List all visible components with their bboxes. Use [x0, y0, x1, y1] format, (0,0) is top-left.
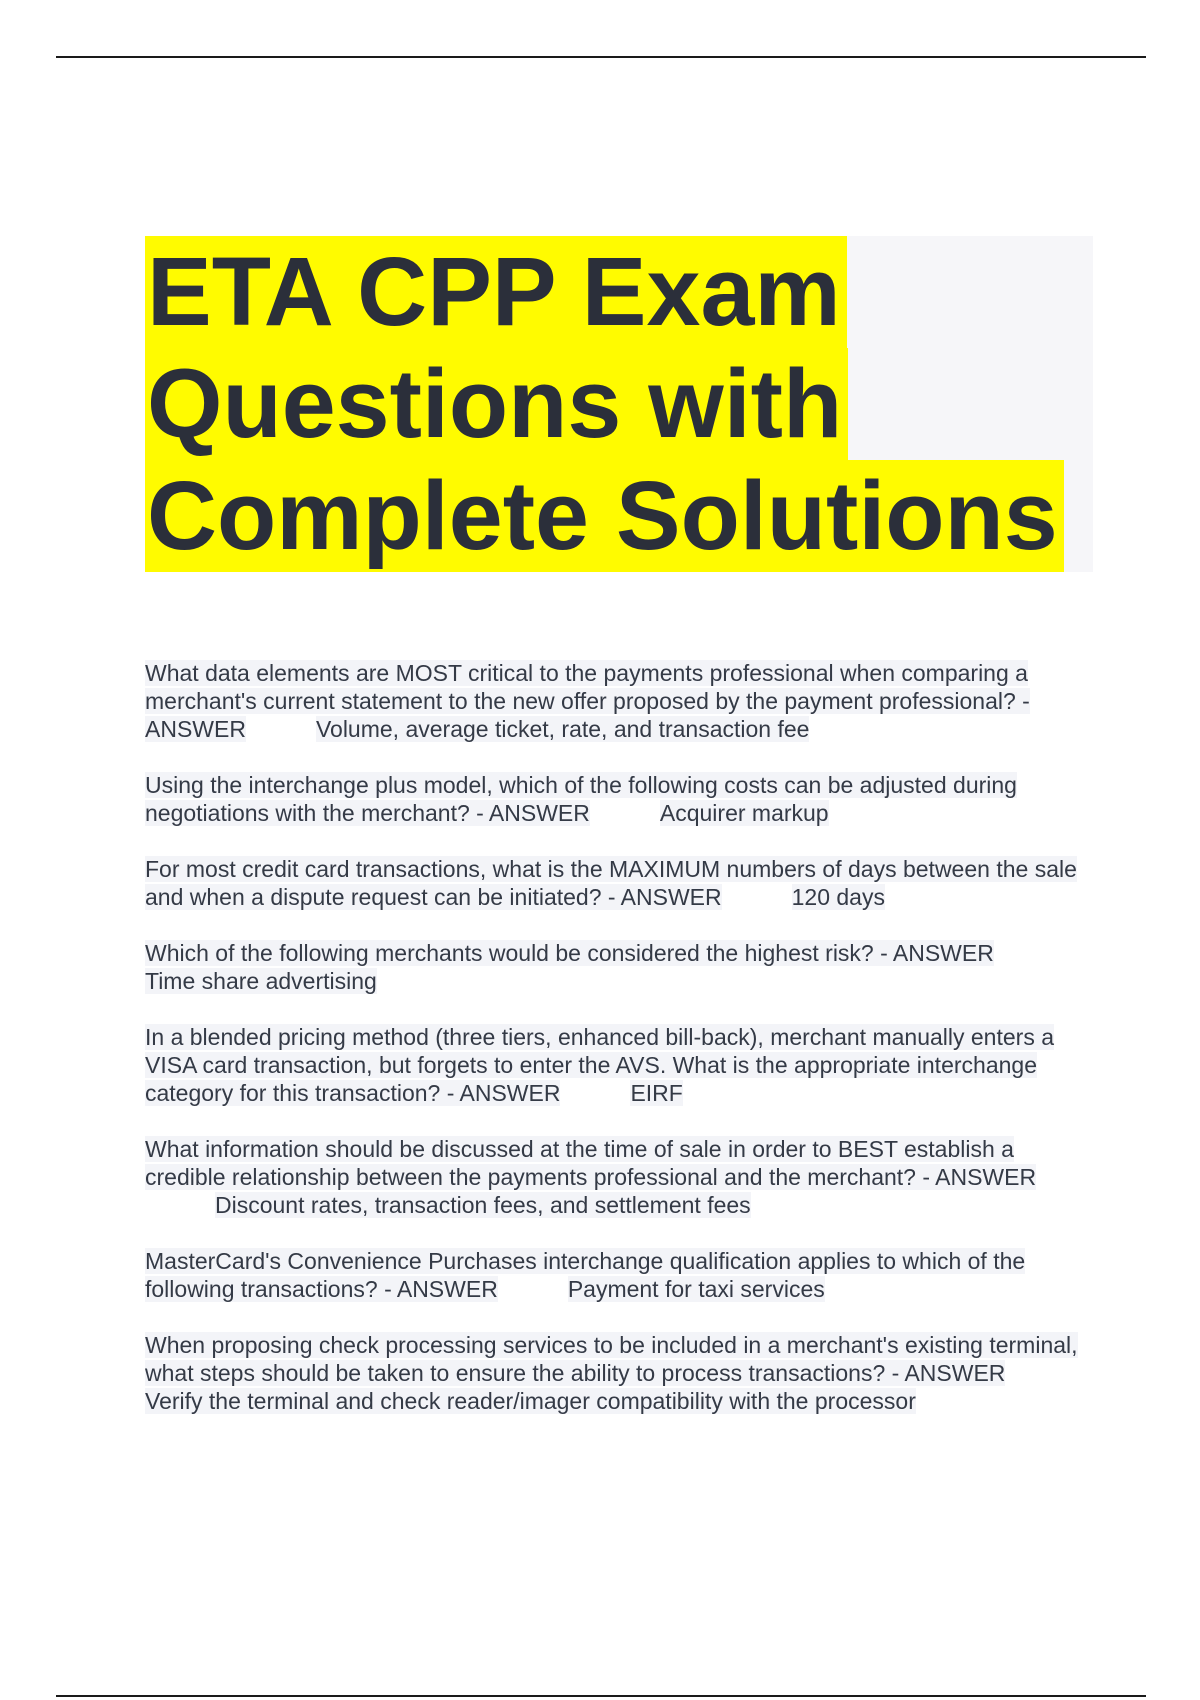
bottom-rule: [56, 1695, 1146, 1697]
qa-question: For most credit card transactions, what is the MAXIMUM numbers of days between the sale and when a dispute request can be initiated? - ANSWER: [145, 856, 1077, 910]
qa-item: [145, 659, 1095, 743]
qa-answer: Time share advertising: [145, 968, 377, 994]
qa-item: [145, 1247, 1095, 1303]
qa-answer: Payment for taxi services: [567, 1276, 825, 1302]
qa-answer: EIRF: [630, 1080, 683, 1106]
qa-question: When proposing check processing services to be included in a merchant's existing terminal, what steps should be taken to ensure the ability to process transactions? - ANSWER: [145, 1332, 1078, 1386]
qa-item: [145, 1135, 1095, 1219]
qa-answer: Verify the terminal and check reader/imager compatibility with the processor: [145, 1388, 916, 1414]
qa-answer: Acquirer markup: [659, 800, 829, 826]
title-line-3: Complete Solutions: [145, 460, 1064, 572]
qa-question: Using the interchange plus model, which of the following costs can be adjusted during negotiations with the merchant? - ANSWER: [145, 772, 1017, 826]
qa-item: [145, 939, 1095, 995]
qa-item: [145, 1023, 1095, 1107]
qa-question: In a blended pricing method (three tiers, enhanced bill-back), merchant manually enters a VISA card transaction, but forgets to enter the AVS. What is the appropriate interchange category for this transaction? - ANSWER: [145, 1024, 1054, 1106]
title-block: [145, 236, 1093, 572]
document-title: [145, 236, 1064, 572]
qa-question: Which of the following merchants would be considered the highest risk? - ANSWER: [145, 940, 994, 966]
qa-list: [145, 659, 1095, 1443]
qa-item: [145, 771, 1095, 827]
qa-answer: Discount rates, transaction fees, and settlement fees: [215, 1192, 751, 1218]
qa-item: [145, 855, 1095, 911]
qa-answer: 120 days: [791, 884, 885, 910]
qa-question: What data elements are MOST critical to the payments professional when comparing a merchant's current statement to the new offer proposed by the payment professional? - ANSWER: [145, 660, 1030, 742]
qa-question: MasterCard's Convenience Purchases interchange qualification applies to which of the following transactions? - ANSWER: [145, 1248, 1026, 1302]
title-line-1: ETA CPP Exam: [145, 236, 847, 348]
qa-item: [145, 1331, 1095, 1415]
qa-answer: Volume, average ticket, rate, and transaction fee: [315, 716, 810, 742]
top-rule: [56, 56, 1146, 58]
qa-question: What information should be discussed at the time of sale in order to BEST establish a credible relationship between the payments professional and the merchant? - ANSWER: [145, 1136, 1037, 1190]
title-line-2: Questions with: [145, 348, 848, 460]
